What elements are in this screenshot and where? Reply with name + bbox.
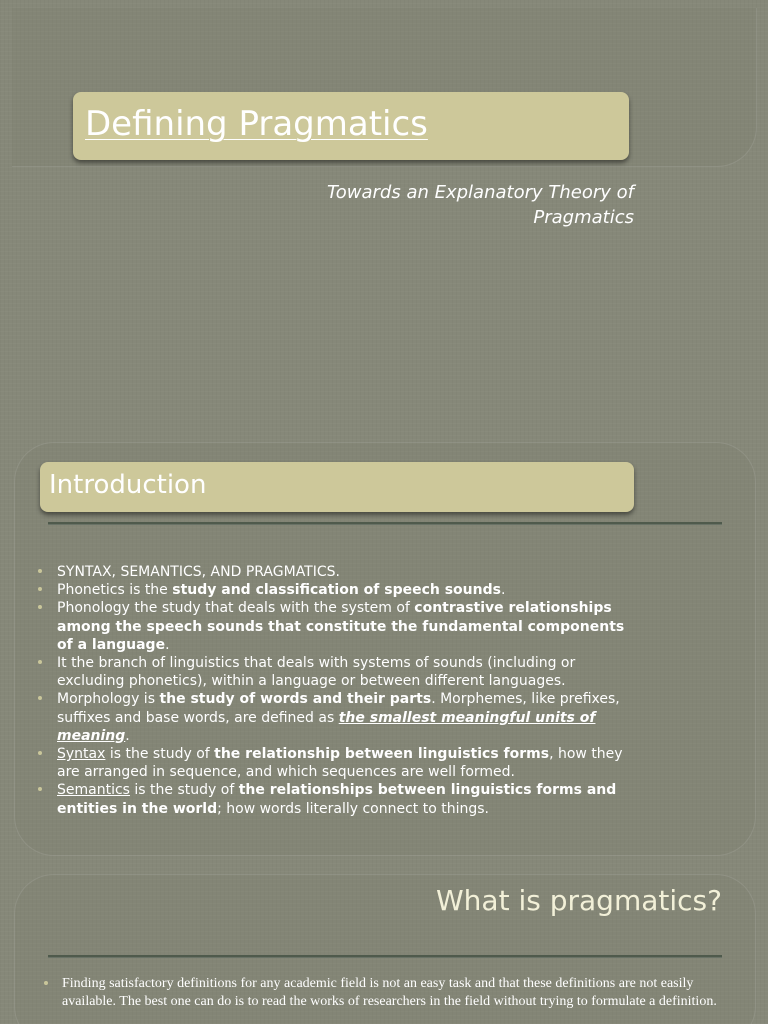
list-item-text: . Morphemes, like prefixes, suffixes and base words, are defined as xyxy=(57,691,620,726)
list-item-text: ; how words literally connect to things. xyxy=(217,800,490,817)
bold-term: study and classification of speech sounds xyxy=(172,582,501,599)
list-item xyxy=(36,654,636,690)
list-item-text: . xyxy=(500,582,506,599)
section-title-box xyxy=(40,462,634,512)
list-item-text: . xyxy=(165,636,170,653)
list-item-text: is the study of xyxy=(129,782,239,799)
bold-term: contrastive relationships among the speech sounds that constitute the fundamental components of a language xyxy=(57,600,625,653)
divider xyxy=(48,522,722,525)
list-item xyxy=(36,745,636,781)
list-item xyxy=(36,690,636,745)
subtitle: Towards an Explanatory Theory of Pragmatics xyxy=(326,182,634,228)
bullet-list xyxy=(36,563,636,818)
bullet-list xyxy=(40,975,740,1011)
bold-term: the study of words and their parts xyxy=(159,691,432,708)
semantics-link[interactable]: Semantics xyxy=(57,782,130,799)
list-item-text: It the branch of linguistics that deals with systems of sounds (including or excluding phonetics), within a language or between different languages. xyxy=(57,655,576,690)
page-title[interactable]: Defining Pragmatics xyxy=(85,104,428,144)
emphasis-term: the smallest meaningful units of meaning xyxy=(57,709,596,744)
list-item-text: SYNTAX, SEMANTICS, AND PRAGMATICS. xyxy=(57,564,340,580)
list-item-text: is the study of xyxy=(105,746,215,763)
divider xyxy=(48,955,722,958)
list-item-text: . xyxy=(125,727,130,744)
list-item xyxy=(36,581,636,599)
list-item-text: , how they are arranged in sequence, and which sequences are well formed. xyxy=(57,746,623,781)
title-box xyxy=(73,92,629,160)
list-item-text: Phonology the study that deals with the system of xyxy=(57,600,415,617)
list-item xyxy=(36,563,636,581)
list-item xyxy=(36,781,636,817)
list-item-text: Morphology is xyxy=(57,691,160,708)
list-item-text: Phonetics is the xyxy=(57,582,173,599)
section-title-introduction: Introduction xyxy=(49,470,207,500)
list-item: Finding satisfactory definitions for any academic field is not an easy task and that these definitions are not easily available. The best one can do is to read the works of researchers in the field without trying to formulate a definition. xyxy=(40,975,740,1011)
bold-term: the relationship between linguistics forms xyxy=(214,746,550,763)
section-title-what-is-pragmatics: What is pragmatics? xyxy=(436,884,722,917)
syntax-link[interactable]: Syntax xyxy=(57,746,106,763)
bold-term: the relationships between linguistics forms and entities in the world xyxy=(57,782,617,817)
list-item xyxy=(36,599,636,654)
